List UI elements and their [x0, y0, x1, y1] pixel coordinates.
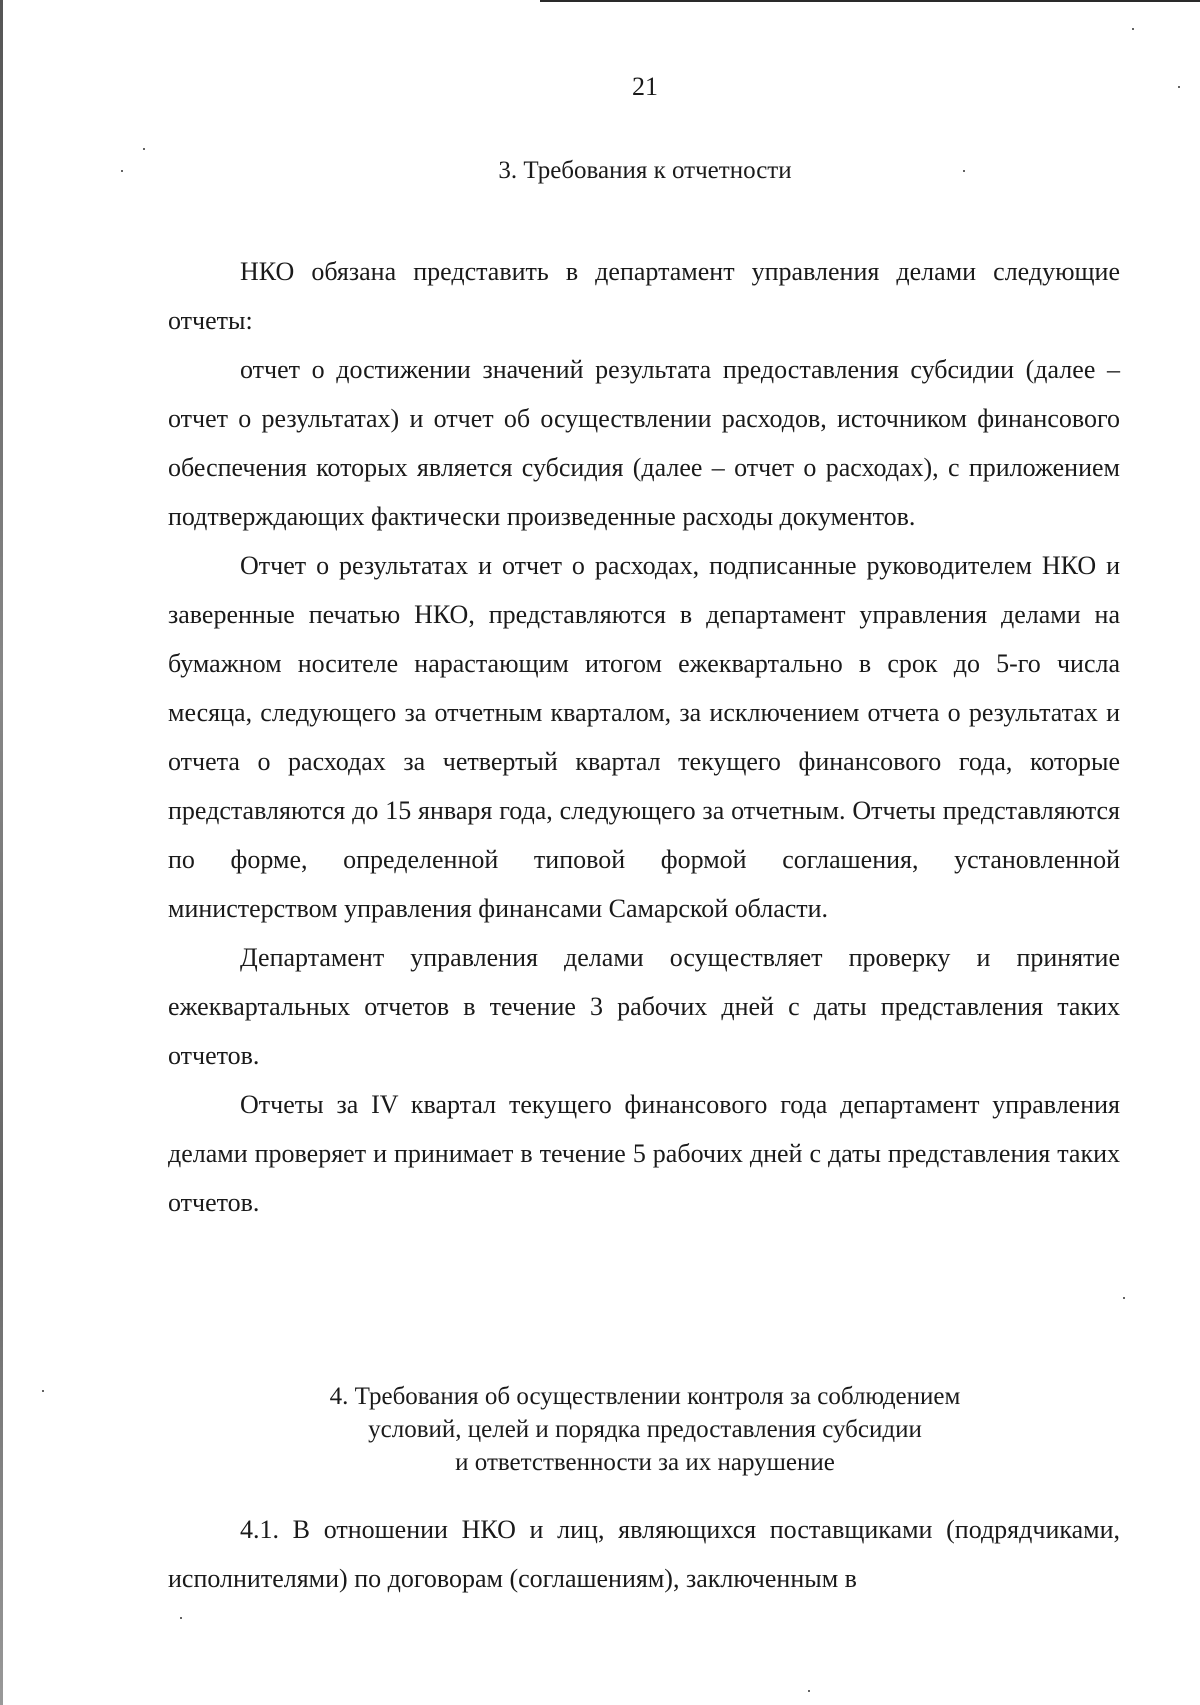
paragraph: Отчеты за IV квартал текущего финансового года департамент управления делами проверяет и принимает в течение 5 рабочих дней с даты представления таких отчетов.: [168, 1090, 1120, 1217]
paragraph: НКО обязана представить в департамент управления делами следующие отчеты:: [168, 257, 1120, 335]
scan-speck: [180, 1617, 182, 1619]
section-3-body: [168, 247, 1120, 1227]
scan-speck: [121, 170, 123, 172]
section-3-heading: 3. Требования к отчетности: [498, 157, 792, 184]
scan-speck: [1132, 28, 1134, 30]
section-4-body: [168, 1505, 1120, 1603]
section-4-heading-line: 4. Требования об осуществлении контроля за соблюдением: [329, 1383, 961, 1410]
scan-speck: [143, 148, 145, 150]
scan-speck: [42, 1390, 44, 1392]
scan-speck: [963, 170, 965, 172]
page-number: 21: [632, 72, 658, 101]
scan-speck: [1123, 1297, 1125, 1299]
section-4-heading: [0, 1380, 1200, 1479]
scan-speck: [1178, 86, 1180, 88]
scan-speck: [808, 1690, 810, 1692]
paragraph: Департамент управления делами осуществляет проверку и принятие ежеквартальных отчетов в течение 3 рабочих дней с даты представления таких отчетов.: [168, 943, 1120, 1070]
paragraph: 4.1. В отношении НКО и лиц, являющихся поставщиками (подрядчиками, исполнителями) по договорам (соглашениям), заключенным в: [168, 1515, 1120, 1593]
paragraph: Отчет о результатах и отчет о расходах, подписанные руководителем НКО и заверенные печатью НКО, представляются в департамент управления делами на бумажном носителе нарастающим итогом ежеквартально в срок до 5-го числа месяца, следующего за отчетным кварталом, за исключением отчета о результатах и отчета о расходах за четвертый квартал текущего финансового года, которые представляются до 15 января года, следующего за отчетным. Отчеты представляются по форме, определенной типовой формой соглашения, установленной министерством управления финансами Самарской области.: [168, 551, 1120, 923]
paragraph: отчет о достижении значений результата предоставления субсидии (далее – отчет о результатах) и отчет об осуществлении расходов, источником финансового обеспечения которых является субсидия (далее – отчет о расходах), с приложением подтверждающих фактически произведенные расходы документов.: [168, 355, 1120, 531]
section-4-heading-line: и ответственности за их нарушение: [455, 1449, 835, 1476]
section-4-heading-line: условий, целей и порядка предоставления субсидии: [368, 1416, 922, 1443]
scan-top-rule: [540, 0, 1200, 2]
